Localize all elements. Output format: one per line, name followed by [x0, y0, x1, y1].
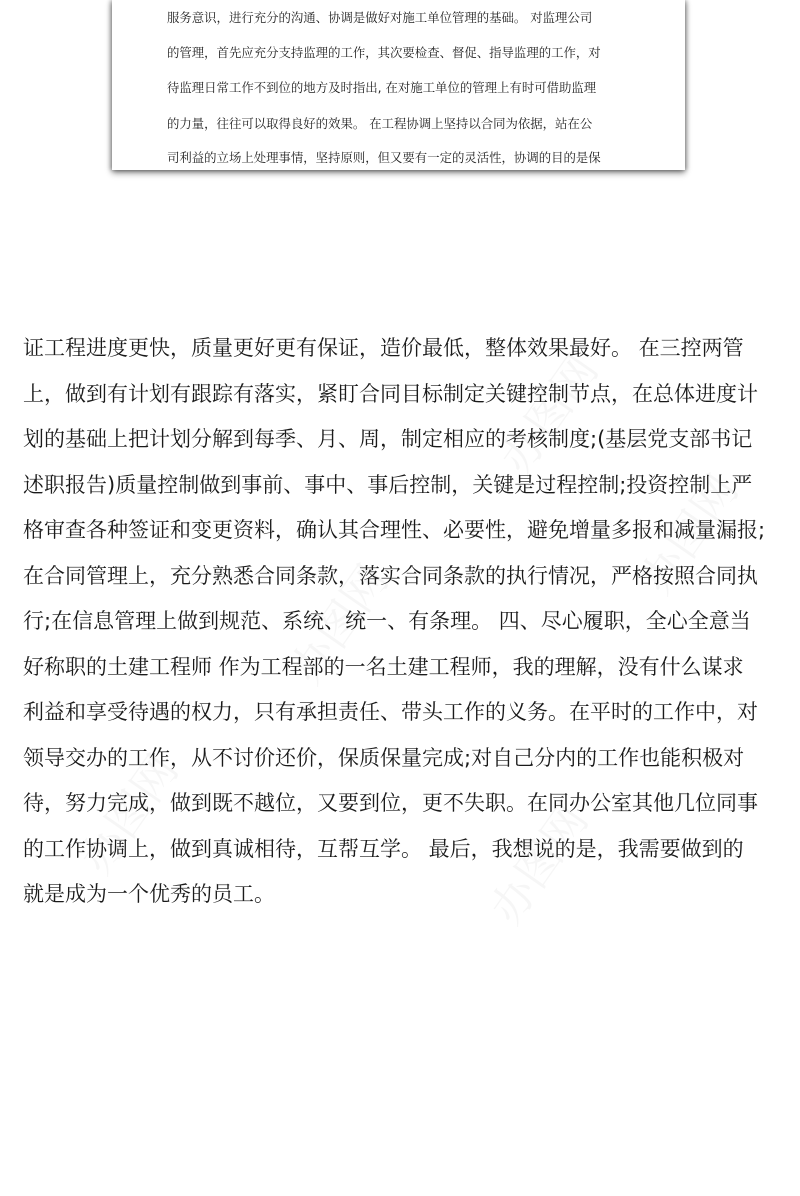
- watermark: 办图网: [70, 745, 189, 884]
- body-line: 证工程进度更快，质量更好更有保证，造价最低，整体效果最好。 在三控两管: [23, 336, 744, 360]
- body-line: 利益和享受待遇的权力，只有承担责任、带头工作的义务。在平时的工作中，对: [23, 700, 758, 724]
- document-preview-card: [112, 0, 685, 170]
- body-line: 待，努力完成，做到既不越位，又要到位，更不失职。在同办公室其他几位同事: [23, 791, 758, 815]
- body-line: 好称职的土建工程师 作为工程部的一名土建工程师，我的理解，没有什么谋求: [23, 654, 744, 679]
- body-line: 的工作协调上，做到真诚相待，互帮互学。 最后，我想说的是，我需要做到的: [23, 836, 744, 861]
- watermark: 办图网: [630, 465, 749, 604]
- body-line: 就是成为一个优秀的员工。: [23, 882, 275, 906]
- preview-line: 司利益的立场上处理事情，坚持原则，但又要有一定的灵活性，协调的目的是保: [167, 150, 601, 165]
- preview-line: 待监理日常工作不到位的地方及时指出, 在对施工单位的管理上有时可借助监理: [167, 80, 597, 95]
- watermark: 办图网: [480, 795, 599, 934]
- preview-line: 的管理，首先应充分支持监理的工作，其次要检查、督促、指导监理的工作，对: [167, 45, 601, 60]
- body-line: 述职报告)质量控制做到事前、事中、事后控制，关键是过程控制;投资控制上严: [23, 472, 753, 497]
- watermark: 办图网: [280, 555, 399, 694]
- preview-line: 的力量，往往可以取得良好的效果。 在工程协调上坚持以合同为依据，站在公: [167, 116, 593, 131]
- body-line: 划的基础上把计划分解到每季、月、周，制定相应的考核制度;(基层党支部书记: [23, 427, 753, 451]
- watermark: 办图网: [490, 345, 609, 484]
- document-body: [23, 326, 783, 918]
- body-line: 领导交办的工作，从不讨价还价，保质保量完成;对自己分内的工作也能积极对: [23, 745, 745, 770]
- body-line: 格审查各种签证和变更资料，确认其合理性、必要性，避免增量多报和减量漏报;: [23, 518, 766, 542]
- body-line: 行;在信息管理上做到规范、系统、统一、有条理。 四、尽心履职，全心全意当: [23, 609, 751, 633]
- body-line: 上，做到有计划有跟踪有落实，紧盯合同目标制定关键控制节点，在总体进度计: [23, 381, 758, 406]
- preview-line: 服务意识，进行充分的沟通、协调是做好对施工单位管理的基础。 对监理公司: [167, 10, 593, 25]
- body-line: 在合同管理上，充分熟悉合同条款，落实合同条款的执行情况，严格按照合同执: [23, 563, 758, 588]
